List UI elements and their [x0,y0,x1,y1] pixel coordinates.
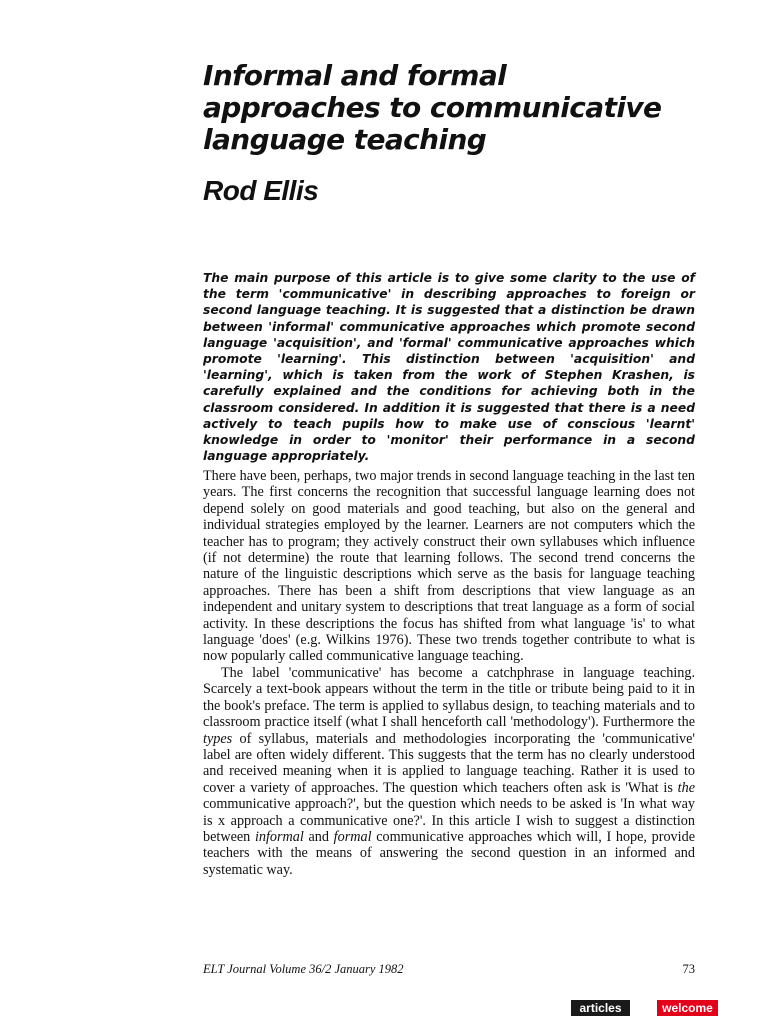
title-line: approaches to communicative [203,91,662,124]
welcome-button[interactable]: welcome [657,1000,718,1016]
text-run: and [303,828,334,845]
page-footer [203,962,695,980]
title-line: Informal and formal [203,59,507,92]
emphasis-types: types [203,730,233,747]
page-number: 73 [682,962,695,976]
title-line: language teaching [203,123,487,156]
emphasis-informal: informal [254,828,304,845]
author-name: Rod Ellis [203,175,319,206]
article-title [203,60,723,156]
abstract: The main purpose of this article is to give some clarity to the use of the term 'communicative' in describing approaches to foreign or second language teaching. It is suggested that a distinction be drawn between 'informal' communicative approaches which promote second language 'acquisition', and 'formal' communicative approaches which promote 'learning'. This distinction between 'acquisition' and 'learning', which is taken from the work of Stephen Krashen, is carefully explained and the conditions for achieving both in the classroom considered. In addition it is suggested that there is a need actively to teach pupils how to make use of conscious 'learnt' knowledge in order to 'monitor' their performance in a second language appropriately. [203,271,695,464]
body-paragraph [203,665,695,878]
text-run: of syllabus, materials and methodologies incorporating the 'communicative' label are often widely different. This suggests that the term has no clearly understood and received meaning when it is applied to language teaching. Rather it is used to cover a variety of approaches. The question which teachers often ask is 'What is [203,730,695,796]
journal-citation: ELT Journal Volume 36/2 January 1982 [203,962,404,976]
text-run: communicative approaches which will, I hope, provide teachers with the means of answering the second question in an informed and systematic way. [203,828,695,878]
articles-button[interactable]: articles [571,1000,630,1016]
body-paragraph: There have been, perhaps, two major trends in second language teaching in the last ten years. The first concerns the recognition that successful language learning does not depend solely on good materials and good teaching, but also on the general and individual strategies employed by the learner. Learners are not computers which the teacher has to program; they actively construct their own syllabuses which influence (if not determine) the route that learning follows. The second trend concerns the nature of the linguistic descriptions which serve as the basis for language teaching approaches. There has been a shift from descriptions that view language as an independent and unitary system to descriptions that treat language as a form of social activity. In these descriptions the focus has shifted from what language 'is' to what language 'does' (e.g. Wilkins 1976). These two trends together contribute to what is now popularly called communicative language teaching. [203,468,695,665]
text-run: communicative approach?', but the question which needs to be asked is 'In what way is x approach a communicative one?'. In this article I wish to suggest a distinction between [203,796,695,845]
text-run: The label 'communicative' has become a catchphrase in language teaching. Scarcely a text-book appears without the term in the title or tribute being paid to it in the book's preface. The term is applied to syllabus design, to teaching materials and to classroom practice itself (what I shall henceforth call 'methodology'). Furthermore the [203,664,695,731]
article-body [203,468,695,878]
emphasis-formal: formal [333,828,372,845]
emphasis-the: the [677,779,695,796]
